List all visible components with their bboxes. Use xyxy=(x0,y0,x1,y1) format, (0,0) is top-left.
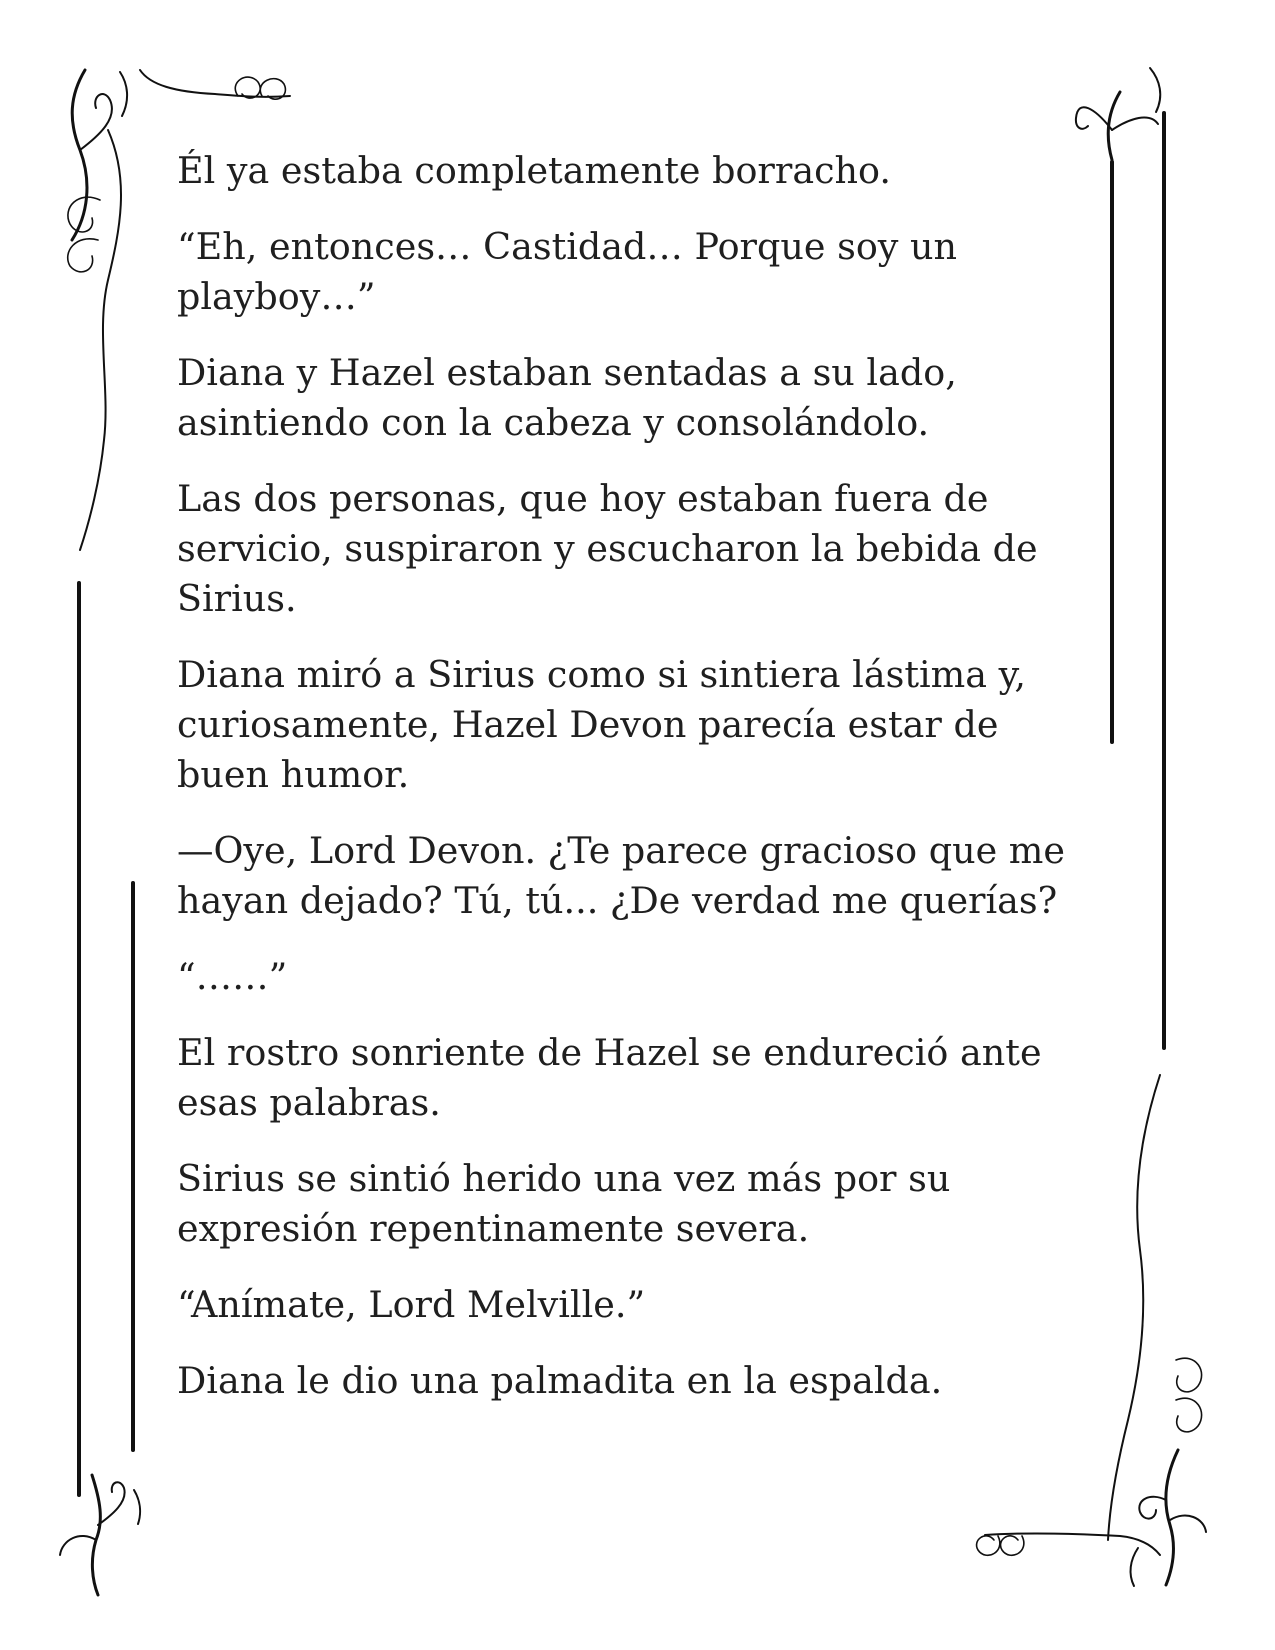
text-line: hayan dejado? Tú, tú... ¿De verdad me querías? xyxy=(177,879,1058,922)
bottom-left-flourish-ornament xyxy=(60,1475,140,1595)
text-line: servicio, suspiraron y escucharon la bebida de xyxy=(177,527,1038,570)
text-line: Las dos personas, que hoy estaban fuera de xyxy=(177,477,989,520)
text-line: Sirius. xyxy=(177,577,297,620)
paragraph xyxy=(177,146,1097,196)
text-line: —Oye, Lord Devon. ¿Te parece gracioso que me xyxy=(177,829,1066,872)
document-body xyxy=(177,146,1097,1432)
text-line: Diana le dio una palmadita en la espalda. xyxy=(177,1359,943,1402)
text-line: “Anímate, Lord Melville.” xyxy=(177,1283,646,1326)
text-line: curiosamente, Hazel Devon parecía estar de xyxy=(177,703,999,746)
text-line: El rostro sonriente de Hazel se endureció ante xyxy=(177,1031,1042,1074)
text-line: Sirius se sintió herido una vez más por su xyxy=(177,1157,951,1200)
paragraph xyxy=(177,1356,1097,1406)
paragraph xyxy=(177,474,1097,624)
right-vine-ornament xyxy=(1108,1075,1202,1540)
text-line: “……” xyxy=(177,955,288,998)
paragraph xyxy=(177,1280,1097,1330)
text-line: Él ya estaba completamente borracho. xyxy=(177,149,891,192)
text-line: expresión repentinamente severa. xyxy=(177,1207,810,1250)
paragraph xyxy=(177,222,1097,322)
paragraph xyxy=(177,1028,1097,1128)
paragraph xyxy=(177,826,1097,926)
paragraph xyxy=(177,650,1097,800)
bottom-right-flourish-ornament xyxy=(977,1450,1206,1586)
left-vine-ornament xyxy=(68,130,121,550)
paragraph xyxy=(177,348,1097,448)
paragraph xyxy=(177,1154,1097,1254)
text-line: Diana y Hazel estaban sentadas a su lado, xyxy=(177,351,957,394)
text-line: Diana miró a Sirius como si sintiera lástima y, xyxy=(177,653,1027,696)
text-line: buen humor. xyxy=(177,753,410,796)
text-line: asintiendo con la cabeza y consolándolo. xyxy=(177,401,930,444)
text-line: playboy…” xyxy=(177,275,376,318)
text-line: esas palabras. xyxy=(177,1081,441,1124)
paragraph xyxy=(177,952,1097,1002)
text-line: “Eh, entonces… Castidad… Porque soy un xyxy=(177,225,958,268)
